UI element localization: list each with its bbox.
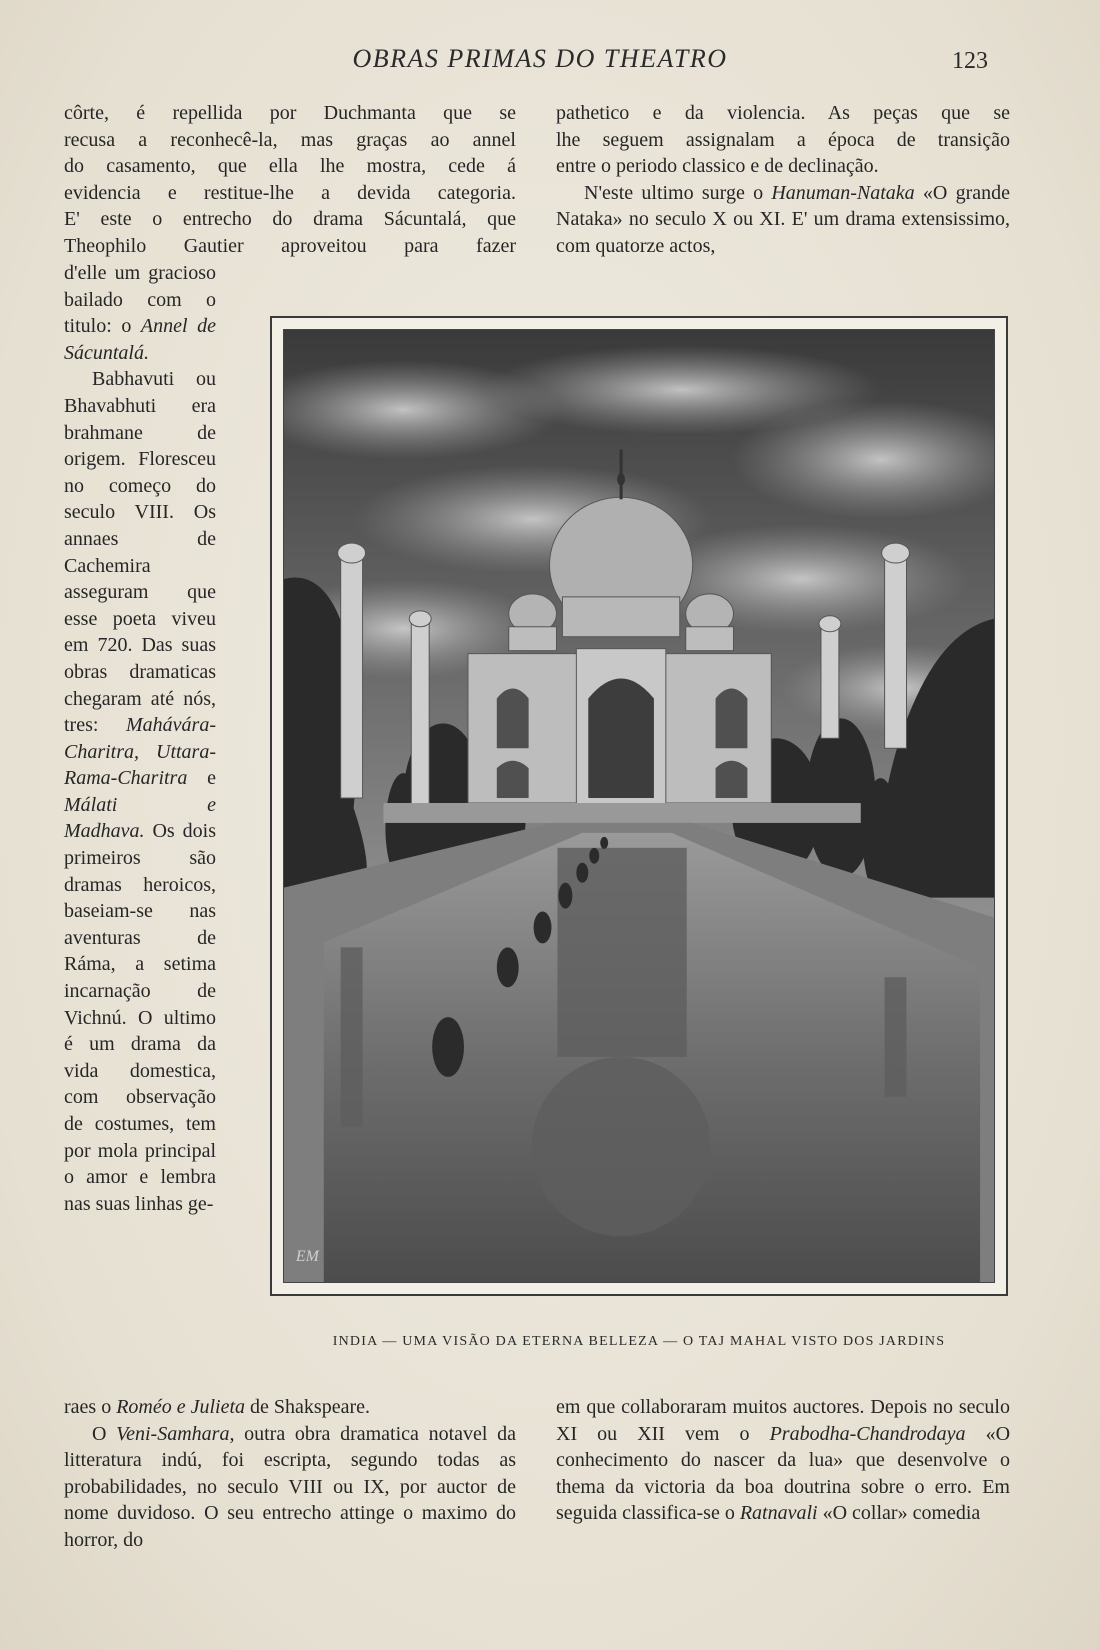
photo-frame	[270, 316, 1008, 1296]
work-title: Annel de Sácuntalá.	[64, 315, 216, 364]
work-title: Veni-Samhara,	[116, 1422, 235, 1445]
text-run: em que collaboraram muitos auctores. Depois no seculo XI ou XII vem o	[556, 1396, 1010, 1445]
text-line: Theophilo Gautier aproveitou para fazer	[64, 234, 516, 257]
photographer-monogram: EM	[295, 1248, 319, 1266]
work-title: Hanuman-Nataka	[771, 181, 915, 204]
text-line: do casamento, que ella lhe mostra, cede á	[64, 155, 516, 178]
text-line: evidencia e restitue-lhe a devida categoria.	[64, 181, 516, 204]
paragraph	[556, 180, 1010, 260]
running-title: OBRAS PRIMAS DO THEATRO	[352, 44, 728, 73]
work-title: Málati e Madhava.	[64, 793, 216, 843]
right-column-top	[556, 100, 1010, 260]
text-line: entre o periodo classico e de declinação.	[556, 155, 879, 178]
text-run: «O grande Nataka» no seculo X ou XI. E' um drama extensissimo, com quatorze actos,	[556, 181, 1011, 257]
text-run: e	[207, 767, 216, 790]
left-column-top	[64, 100, 516, 260]
text-run: de Shakspeare.	[250, 1396, 370, 1418]
left-column-bottom	[64, 1394, 516, 1554]
figure-caption: INDIA — UMA VISÃO DA ETERNA BELLEZA — O TAJ MAHAL VISTO DOS JARDINS	[332, 1334, 946, 1349]
text-run: O	[92, 1422, 107, 1445]
paragraph	[64, 1421, 516, 1554]
text-line: E' este o entrecho do drama Sácuntalá, que	[64, 208, 516, 231]
right-column-bottom	[556, 1394, 1010, 1527]
work-title: Uttara-Rama-Charitra	[64, 740, 216, 790]
work-title: Mahávára-Charitra,	[64, 714, 216, 763]
work-title: Roméo e Julieta	[116, 1396, 246, 1418]
taj-mahal-illustration	[284, 330, 994, 1282]
work-title: Prabodha-Chandrodaya	[769, 1422, 966, 1445]
text-line: côrte, é repellida por Duchmanta que se	[64, 102, 516, 124]
text-run: raes o	[64, 1396, 112, 1418]
text-run: N'este ultimo surge o	[584, 181, 764, 204]
text-run: outra obra dramatica notavel da litteratura indú, foi escripta, segundo todas as probabilidades, no seculo VIII ou IX, por auctor de nome duvidoso. O seu entrecho attinge o maximo do horror, do	[64, 1422, 517, 1551]
paragraph	[64, 366, 216, 1217]
page-number: 123	[952, 48, 988, 74]
text-line: lhe seguem assignalam a época de transição	[556, 128, 1010, 151]
paragraph	[64, 260, 216, 366]
left-column-narrow	[64, 260, 216, 1217]
terrace	[383, 803, 860, 823]
text-run: «O conhecimento do nascer da lua» que desenvolve o thema da victoria da boa doutrina sobre o erro. Em seguida classifica-se o	[556, 1422, 1011, 1525]
taj-mahal-photograph	[283, 329, 995, 1283]
text-run: d'elle um gracioso bailado com o titulo: o	[64, 262, 216, 338]
paragraph	[556, 1394, 1010, 1527]
text-run: Babhavuti ou Bhavabhuti era brahmane de origem. Floresceu no começo do seculo VIII. Os annaes de Cachemira asseguram que esse poeta viveu em 720. Das suas obras dramaticas chegaram até nós, tres:	[64, 368, 216, 737]
text-run: «O collar» comedia	[822, 1502, 981, 1525]
paragraph	[64, 1394, 516, 1421]
text-line: recusa a reconhecê-la, mas graças ao annel	[64, 128, 516, 151]
work-title: Ratnavali	[739, 1502, 818, 1525]
text-line: pathetico e da violencia. As peças que se	[556, 102, 1010, 124]
text-run: Os dois primeiros são dramas heroicos, baseiam-se nas aventuras de Ráma, a setima incarnação de Vichnú. O ultimo é um drama da vida domestica, com observação de costumes, tem por mola principal o amor e lembra nas suas linhas ge-	[64, 820, 216, 1215]
